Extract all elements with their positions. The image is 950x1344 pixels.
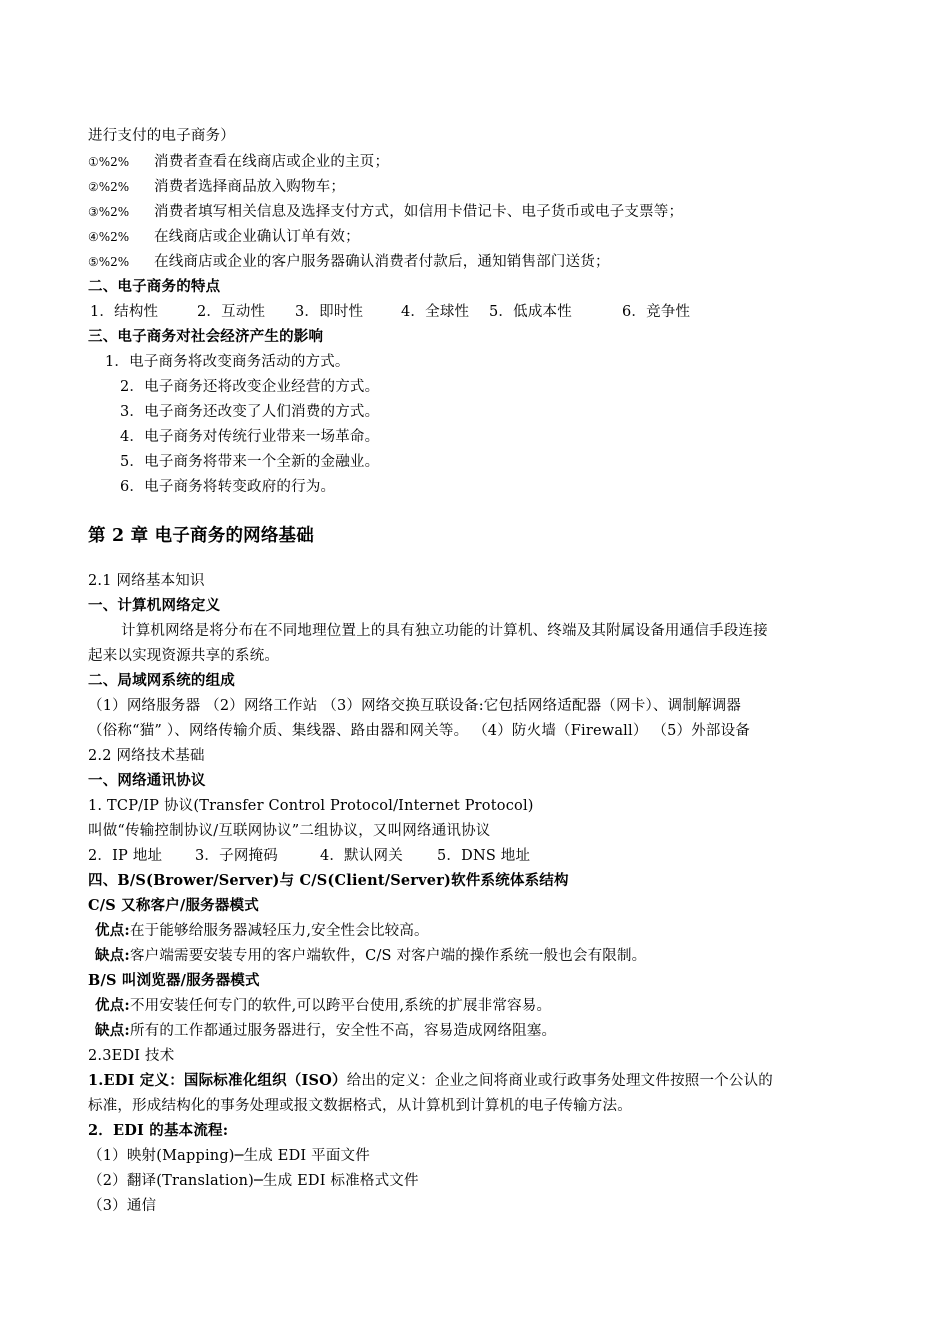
cs-advantage — [95, 922, 429, 940]
edi-flow-item: （3）通信 — [88, 1198, 157, 1214]
step-text: 在线商店或企业的客户服务器确认消费者付款后，通知销售部门送货； — [154, 254, 610, 270]
feature-item: 6．竞争性 — [622, 304, 691, 320]
cs-heading: C/S 又称客户/服务器模式 — [88, 897, 259, 914]
label: 优点: — [95, 922, 130, 939]
impact-heading: 三、电子商务对社会经济产生的影响 — [88, 328, 324, 345]
edi-definition — [88, 1072, 773, 1090]
features-list — [90, 303, 690, 321]
label: 缺点: — [95, 947, 130, 964]
bs-advantage — [95, 997, 551, 1015]
text: 不用安装任何专门的软件,可以跨平台使用,系统的扩展非常容易。 — [129, 998, 552, 1014]
text: 给出的定义：企业之间将商业或行政事务处理文件按照一个公认的 — [346, 1073, 773, 1089]
protocol-heading: 一、网络通讯协议 — [88, 772, 206, 789]
tcp-description: 叫做“传输控制协议/互联网协议”二组协议，又叫网络通讯协议 — [88, 823, 491, 839]
tcp-item: 2．IP 地址 — [88, 848, 163, 864]
step-number: ③%2% — [88, 205, 130, 219]
features-heading: 二、电子商务的特点 — [88, 278, 221, 295]
definition-text: 计算机网络是将分布在不同地理位置上的具有独立功能的计算机、终端及其附属设备用通信手段连接 — [121, 623, 768, 639]
edi-flow-item: （1）映射(Mapping)─生成 EDI 平面文件 — [88, 1148, 370, 1164]
impact-item: 1．电子商务将改变商务活动的方式。 — [105, 354, 350, 370]
impact-item: 6．电子商务将转变政府的行为。 — [120, 479, 336, 495]
edi-flow-item: （2）翻译(Translation)─生成 EDI 标准格式文件 — [88, 1173, 419, 1189]
step-number: ⑤%2% — [88, 255, 130, 269]
tcp-item: 5．DNS 地址 — [437, 848, 531, 864]
step-text: 消费者填写相关信息及选择支付方式，如信用卡借记卡、电子货币或电子支票等； — [154, 204, 684, 220]
tcp-items — [88, 847, 530, 865]
cs-disadvantage — [95, 947, 646, 965]
step-text: 在线商店或企业确认订单有效； — [154, 229, 360, 245]
step-text: 消费者查看在线商店或企业的主页； — [154, 154, 390, 170]
step-number: ④%2% — [88, 230, 130, 244]
payment-step — [88, 203, 683, 221]
architecture-heading: 四、B/S(Brower/Server)与 C/S(Client/Server)软件系统体系结构 — [88, 872, 569, 889]
feature-item: 5．低成本性 — [489, 304, 572, 320]
text: 在于能够给服务器减轻压力,安全性会比较高。 — [129, 923, 429, 939]
feature-item: 2．互动性 — [197, 304, 266, 320]
label: 缺点: — [95, 1022, 130, 1039]
section-title: 2.1 网络基本知识 — [88, 573, 205, 589]
tcp-item: 4．默认网关 — [320, 848, 403, 864]
payment-step — [88, 153, 389, 171]
impact-item: 2．电子商务还将改变企业经营的方式。 — [120, 379, 380, 395]
step-text: 消费者选择商品放入购物车； — [154, 179, 346, 195]
text: 客户端需要安装专用的客户端软件，C/S 对客户端的操作系统一般也会有限制。 — [129, 948, 647, 964]
step-number: ②%2% — [88, 180, 130, 194]
impact-item: 3．电子商务还改变了人们消费的方式。 — [120, 404, 380, 420]
edi-definition-cont: 标准，形成结构化的事务处理或报文数据格式，从计算机到计算机的电子传输方法。 — [88, 1098, 632, 1114]
label: 优点: — [95, 997, 130, 1014]
chapter-title: 第 2 章 电子商务的网络基础 — [88, 526, 314, 546]
definition-text: 起来以实现资源共享的系统。 — [88, 648, 280, 664]
lan-text: （1）网络服务器 （2）网络工作站 （3）网络交换互联设备:它包括网络适配器（网卡）、调制解调器 — [88, 698, 742, 714]
feature-item: 3．即时性 — [295, 304, 364, 320]
lan-text: （俗称“猫” ）、网络传输介质、集线器、路由器和网关等。 （4）防火墙（Firewall） （5）外部设备 — [88, 723, 750, 739]
impact-item: 4．电子商务对传统行业带来一场革命。 — [120, 429, 380, 445]
step-number: ①%2% — [88, 155, 130, 169]
section-title: 2.3EDI 技术 — [88, 1048, 175, 1064]
tcp-item: 3．子网掩码 — [195, 848, 278, 864]
feature-item: 4．全球性 — [401, 304, 470, 320]
lan-heading: 二、局域网系统的组成 — [88, 672, 235, 689]
section-title: 2.2 网络技术基础 — [88, 748, 205, 764]
edi-flow-heading: 2．EDI 的基本流程: — [88, 1122, 229, 1139]
label: 1.EDI 定义：国际标准化组织（ISO） — [88, 1072, 347, 1089]
impact-item: 5．电子商务将带来一个全新的金融业。 — [120, 454, 380, 470]
intro-tail: 进行支付的电子商务） — [88, 128, 235, 144]
payment-step — [88, 228, 360, 246]
bs-heading: B/S 叫浏览器/服务器模式 — [88, 972, 260, 989]
text: 所有的工作都通过服务器进行，安全性不高，容易造成网络阻塞。 — [129, 1023, 557, 1039]
payment-step — [88, 178, 345, 196]
payment-step — [88, 253, 610, 271]
bs-disadvantage — [95, 1022, 556, 1040]
definition-heading: 一、计算机网络定义 — [88, 597, 221, 614]
tcp-line: 1. TCP/IP 协议(Transfer Control Protocol/Internet Protocol) — [88, 798, 534, 814]
feature-item: 1．结构性 — [90, 304, 159, 320]
